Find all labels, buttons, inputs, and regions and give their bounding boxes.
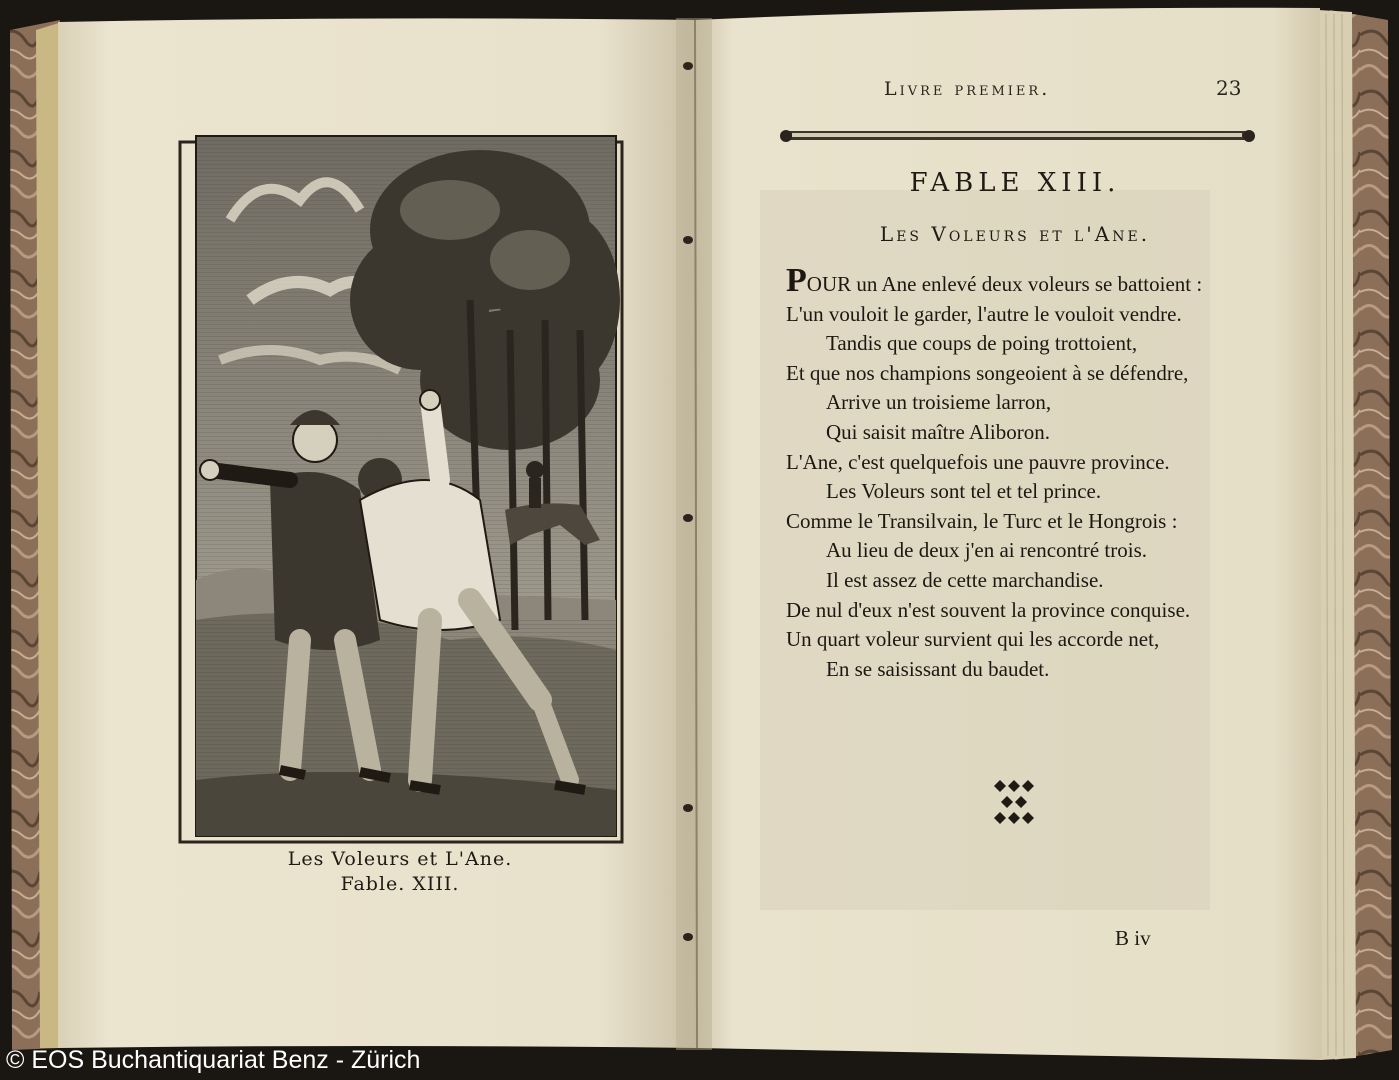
poem-line: Les Voleurs sont tel et tel prince.: [826, 479, 1102, 504]
poem-line: Il est assez de cette marchandise.: [826, 567, 1104, 592]
fable-subtitle: Les Voleurs et l'Ane.: [879, 222, 1151, 246]
poem-line: POUR un Ane enlevé deux voleurs se battoient :: [786, 262, 1203, 299]
signature-mark: B iv: [1115, 926, 1151, 950]
poem-line: Qui saisit maître Aliboron.: [826, 419, 1050, 444]
drop-cap: P: [786, 262, 807, 299]
poem-line: Et que nos champions songeoient à se défendre,: [786, 360, 1189, 385]
plate-caption-title: Les Voleurs et L'Ane.: [287, 848, 513, 870]
page-number: 23: [1216, 76, 1242, 100]
poem-line: De nul d'eux n'est souvent la province conquise.: [786, 597, 1191, 622]
poem-line: Arrive un troisieme larron,: [826, 390, 1052, 415]
poem-line: En se saisissant du baudet.: [826, 656, 1050, 681]
running-head: Livre premier.: [884, 78, 1051, 100]
poem-line: L'Ane, c'est quelquefois une pauvre province.: [786, 449, 1170, 474]
plate-caption-fable: Fable. XIII.: [340, 873, 460, 895]
poem-line: Au lieu de deux j'en ai rencontré trois.: [826, 538, 1148, 563]
poem-line: Un quart voleur survient qui les accorde net,: [786, 627, 1160, 652]
poem-line: Tandis que coups de poing trottoient,: [826, 331, 1138, 356]
poem-line: Comme le Transilvain, le Turc et le Hongrois :: [786, 508, 1178, 533]
poem-text: [786, 262, 1256, 684]
fable-title: FABLE XIII.: [909, 168, 1121, 198]
copyright-watermark: © EOS Buchantiquariat Benz - Zürich: [6, 1046, 421, 1074]
poem-line: L'un vouloit le garder, l'autre le vouloit vendre.: [786, 301, 1182, 326]
